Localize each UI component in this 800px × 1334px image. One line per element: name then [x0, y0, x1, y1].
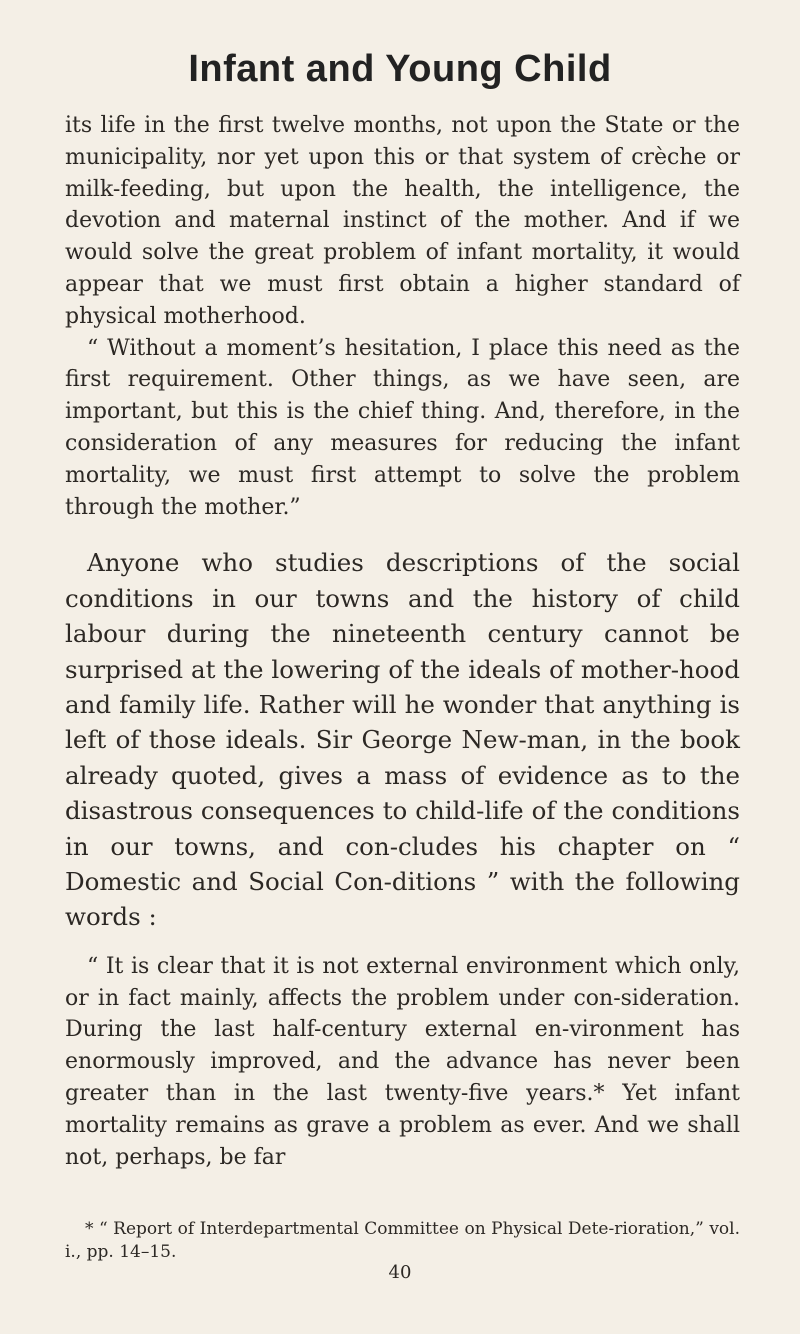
- paragraph-4-quotation: “ It is clear that it is not external environment which only, or in fact mainly, affects the problem under con-sideration. During the last half-century external en-vironment has enormously improved, and the advance has never been greater than in the last twenty-five years.* Yet infant mortality remains as grave a problem as ever. And we shall not, perhaps, be far: [65, 953, 740, 1170]
- page-number: 40: [388, 1262, 412, 1283]
- paragraph-2-quotation: “ Without a moment’s hesitation, I place this need as the first requirement. Other things, as we have seen, are important, but this is the chief thing. And, therefore, in the consideration of any measures for reducing the infant mortality, we must first attempt to solve the problem through the mother.”: [65, 335, 740, 520]
- footnote: * “ Report of Interdepartmental Committee on Physical Dete-rioration,” vol. i., pp. 14–15.: [65, 1219, 740, 1262]
- paragraph-1: its life in the first twelve months, not upon the State or the municipality, nor yet upon this or that system of crèche or milk-feeding, but upon the health, the intelligence, the devotion and maternal instinct of the mother. And if we would solve the great problem of infant mortality, it would appear that we must first obtain a higher standard of physical motherhood.: [65, 113, 740, 329]
- paragraph-3: Anyone who studies descriptions of the social conditions in our towns and the history of child labour during the nineteenth century cannot be surprised at the lowering of the ideals of mother-hood and family life. Rather will he wonder that anything is left of those ideals. Sir George New-man, in the book already quoted, gives a mass of evidence as to the disastrous consequences to child-life of the conditions in our towns, and con-cludes his chapter on “ Domestic and Social Con-ditions ” with the following words :: [65, 548, 740, 932]
- body-text: [65, 110, 740, 1173]
- running-head: Infant and Young Child: [188, 48, 612, 90]
